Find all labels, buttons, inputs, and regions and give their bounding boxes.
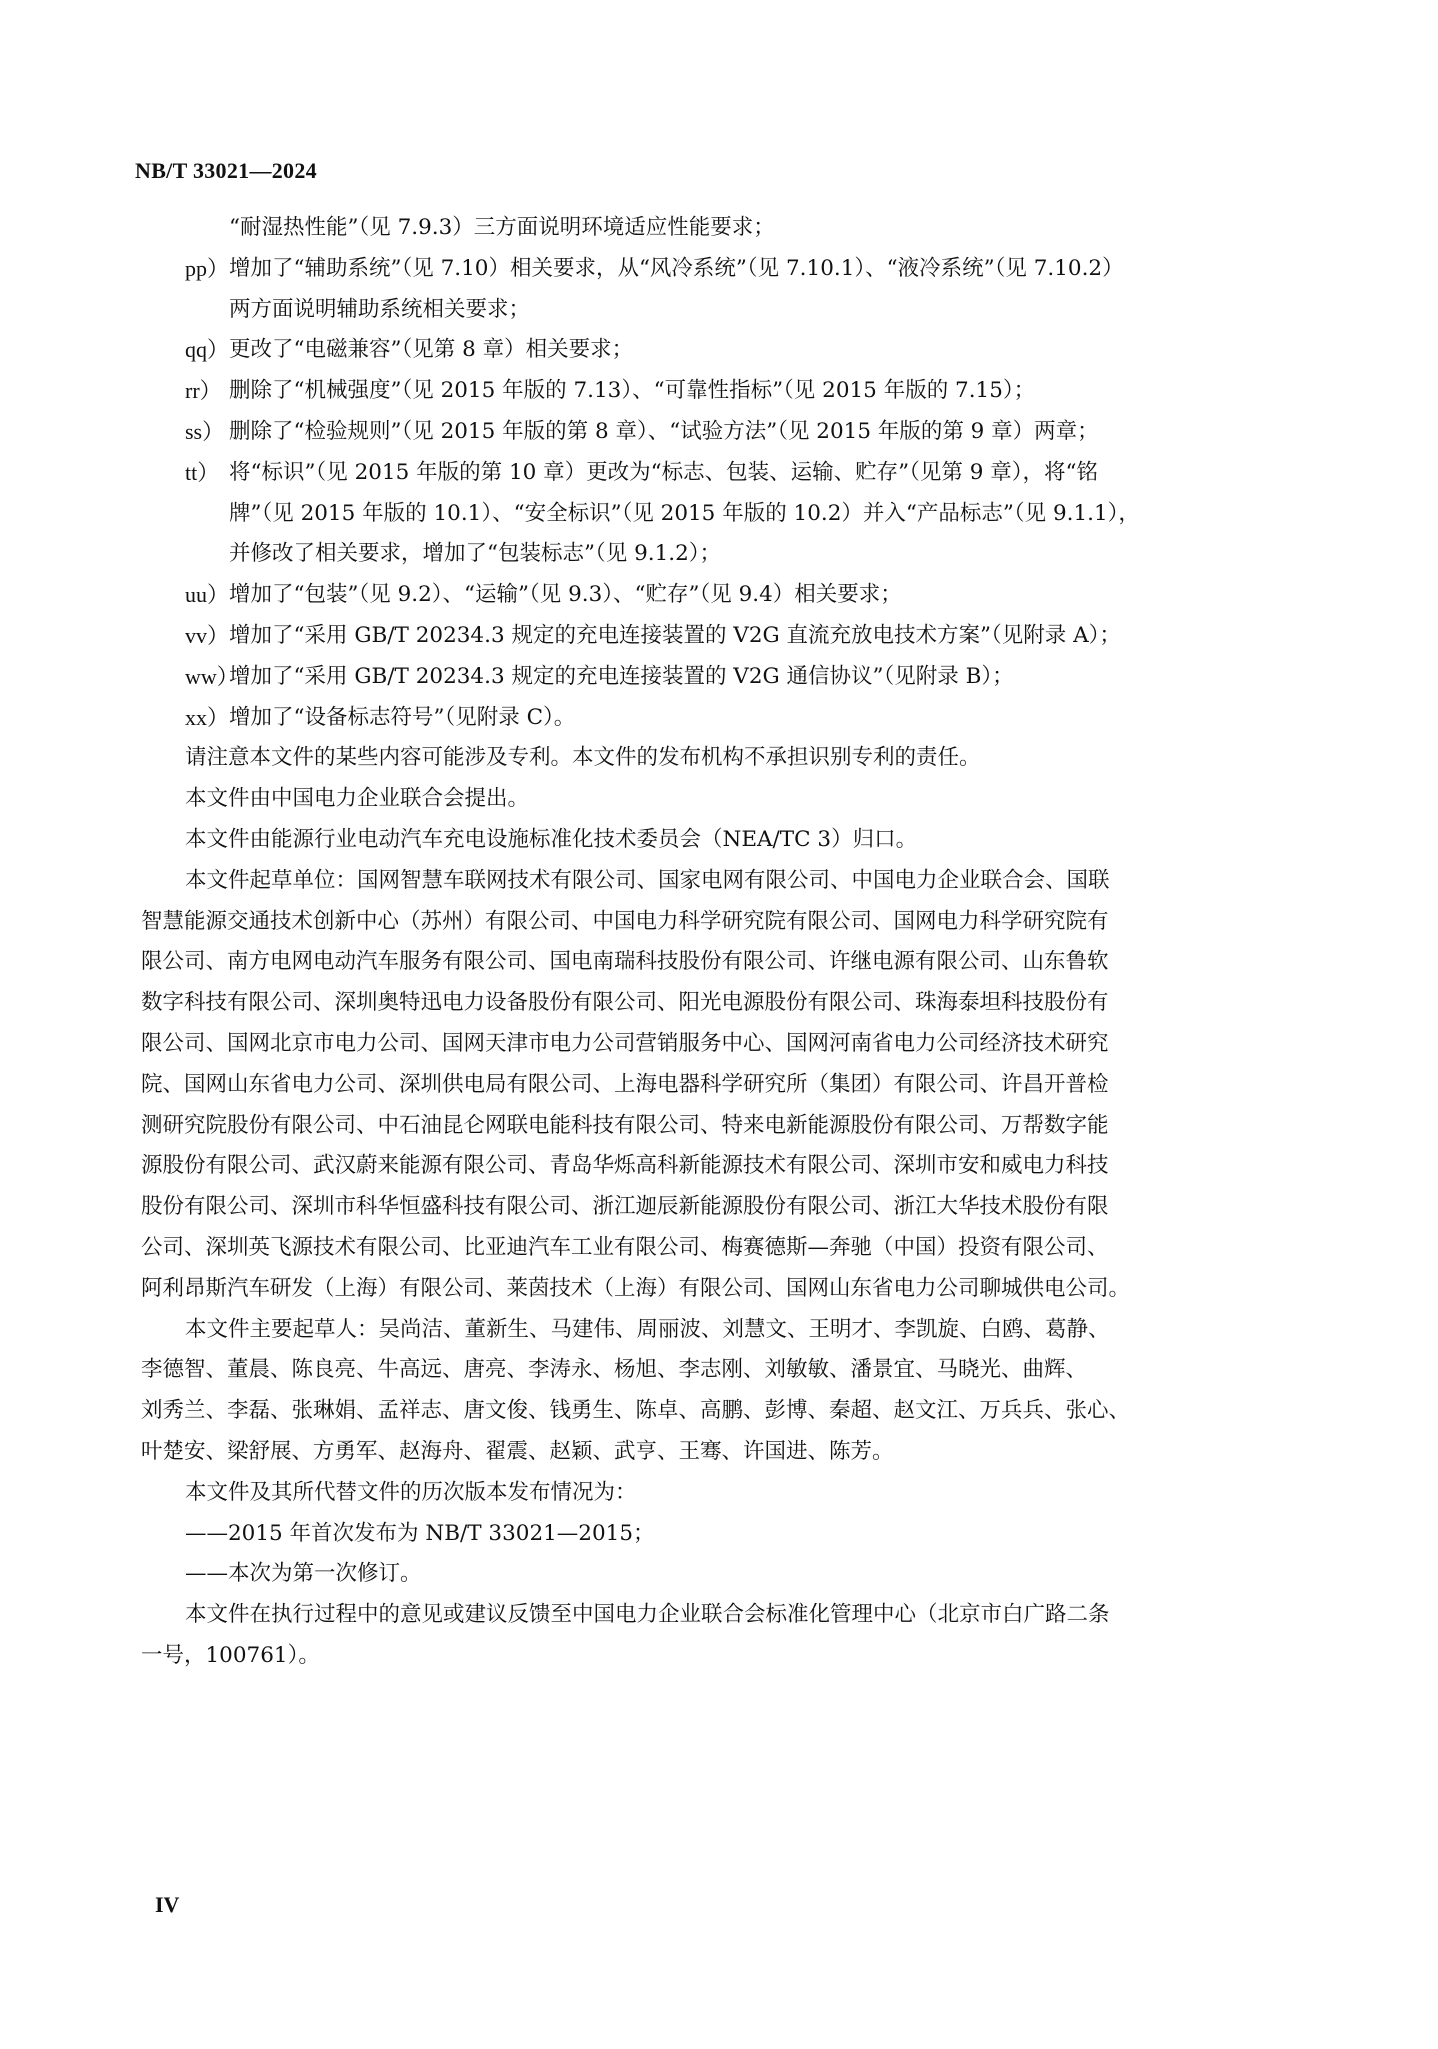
list-item-ww <box>185 657 1285 698</box>
text-line: 公司、深圳英飞源技术有限公司、比亚迪汽车工业有限公司、梅赛德斯—奔驰（中国）投资有限公司、 <box>141 1234 1109 1260</box>
list-text: 将“标识”（见 2015 年版的第 10 章）更改为“标志、包装、运输、贮存”（见第 9 章），将“铭 <box>229 459 1098 485</box>
text-line: 刘秀兰、李磊、张琳娟、孟祥志、唐文俊、钱勇生、陈卓、高鹏、彭博、秦超、赵文江、万兵兵、张心、 <box>141 1398 1131 1424</box>
centralized-by: 本文件由能源行业电动汽车充电设施标准化技术委员会（NEA/TC 3）归口。 <box>185 826 918 852</box>
list-item-vv <box>185 616 1285 657</box>
text-line: 阿利昂斯汽车研发（上海）有限公司、莱茵技术（上海）有限公司、国网山东省电力公司聊城供电公司。 <box>141 1275 1131 1301</box>
text-line: 本文件在执行过程中的意见或建议反馈至中国电力企业联合会标准化管理中心（北京市白广路二条 <box>185 1602 1110 1628</box>
text-line: 牌”（见 2015 年版的 10.1）、“安全标识”（见 2015 年版的 10.2）并入“产品标志”（见 9.1.1）， <box>229 500 1140 526</box>
list-label: ss） <box>185 418 225 444</box>
text-line: 智慧能源交通技术创新中心（苏州）有限公司、中国电力科学研究院有限公司、国网电力科学研究院有 <box>141 908 1109 934</box>
list-label: vv） <box>185 622 230 648</box>
version-history-intro: 本文件及其所代替文件的历次版本发布情况为： <box>185 1479 637 1505</box>
list-text: 删除了“机械强度”（见 2015 年版的 7.13）、“可靠性指标”（见 2015 年版的 7.15）； <box>229 378 1036 404</box>
list-label: qq） <box>185 337 230 363</box>
list-text: 更改了“电磁兼容”（见第 8 章）相关要求； <box>229 337 634 363</box>
text-line: 本文件起草单位：国网智慧车联网技术有限公司、国家电网有限公司、中国电力企业联合会、国联 <box>185 867 1110 893</box>
list-item-uu <box>185 575 1285 616</box>
list-label: xx） <box>185 704 230 730</box>
text-line: 并修改了相关要求，增加了“包装标志”（见 9.1.2）； <box>229 541 722 567</box>
list-item-tt <box>185 453 1285 494</box>
text-line: 限公司、国网北京市电力公司、国网天津市电力公司营销服务中心、国网河南省电力公司经济技术研究 <box>141 1030 1109 1056</box>
list-text: 增加了“采用 GB/T 20234.3 规定的充电连接装置的 V2G 直流充放电技术方案”（见附录 A）； <box>229 622 1121 648</box>
text-line: “耐湿热性能”（见 7.9.3）三方面说明环境适应性能要求； <box>229 215 775 240</box>
text-line: 一号，100761）。 <box>141 1642 320 1668</box>
text-line: 源股份有限公司、武汉蔚来能源有限公司、青岛华烁高科新能源技术有限公司、深圳市安和威电力科技 <box>141 1153 1109 1179</box>
text-line: 本文件主要起草人：吴尚洁、董新生、马建伟、周丽波、刘慧文、王明才、李凯旋、白鸥、葛静、 <box>185 1316 1110 1342</box>
list-item-qq <box>185 330 1285 371</box>
list-item-pp <box>185 249 1285 290</box>
text-line: 股份有限公司、深圳市科华恒盛科技有限公司、浙江迦辰新能源股份有限公司、浙江大华技术股份有限 <box>141 1194 1109 1220</box>
list-label: pp） <box>185 255 230 281</box>
list-text: 增加了“采用 GB/T 20234.3 规定的充电连接装置的 V2G 通信协议”（见附录 B）； <box>229 663 1014 689</box>
text-line: 两方面说明辅助系统相关要求； <box>229 296 531 322</box>
list-item-ss <box>185 412 1285 453</box>
proposed-by: 本文件由中国电力企业联合会提出。 <box>185 786 530 812</box>
foreword-body <box>141 208 1285 1677</box>
list-text: 增加了“包装”（见 9.2）、“运输”（见 9.3）、“贮存”（见 9.4）相关要求； <box>229 582 902 608</box>
text-line: 李德智、董晨、陈良亮、牛高远、唐亮、李涛永、杨旭、李志刚、刘敏敏、潘景宜、马晓光、曲辉、 <box>141 1357 1088 1383</box>
text-line: 叶楚安、梁舒展、方勇军、赵海舟、翟震、赵颖、武亨、王骞、许国进、陈芳。 <box>141 1438 894 1464</box>
version-history-item: ——本次为第一次修订。 <box>185 1561 422 1587</box>
list-label: tt） <box>185 459 220 485</box>
page-number: IV <box>155 1892 180 1917</box>
list-text: 增加了“辅助系统”（见 7.10）相关要求，从“风冷系统”（见 7.10.1）、“液冷系统”（见 7.10.2） <box>229 255 1124 281</box>
feedback-notice <box>141 1595 1285 1677</box>
list-text: 增加了“设备标志符号”（见附录 C）。 <box>229 704 576 730</box>
list-label: ww） <box>185 663 239 689</box>
main-drafters <box>141 1310 1285 1473</box>
text-line: 数字科技有限公司、深圳奥特迅电力设备股份有限公司、阳光电源股份有限公司、珠海泰坦科技股份有 <box>141 990 1109 1016</box>
patent-notice: 请注意本文件的某些内容可能涉及专利。本文件的发布机构不承担识别专利的责任。 <box>185 745 981 771</box>
text-line: 限公司、南方电网电动汽车服务有限公司、国电南瑞科技股份有限公司、许继电源有限公司、山东鲁软 <box>141 949 1109 975</box>
list-text: 删除了“检验规则”（见 2015 年版的第 8 章）、“试验方法”（见 2015 年版的第 9 章）两章； <box>229 418 1099 444</box>
list-label: rr） <box>185 378 222 404</box>
list-item-rr <box>185 371 1285 412</box>
document-number: NB/T 33021—2024 <box>135 158 317 183</box>
text-line: 测研究院股份有限公司、中石油昆仑网联电能科技有限公司、特来电新能源股份有限公司、万帮数字能 <box>141 1112 1109 1138</box>
list-item-xx <box>185 698 1285 739</box>
version-history-item: ——2015 年首次发布为 NB/T 33021—2015； <box>185 1520 655 1546</box>
text-line: 院、国网山东省电力公司、深圳供电局有限公司、上海电器科学研究所（集团）有限公司、许昌开普检 <box>141 1071 1109 1097</box>
list-label: uu） <box>185 582 230 608</box>
drafting-units <box>141 861 1285 1310</box>
